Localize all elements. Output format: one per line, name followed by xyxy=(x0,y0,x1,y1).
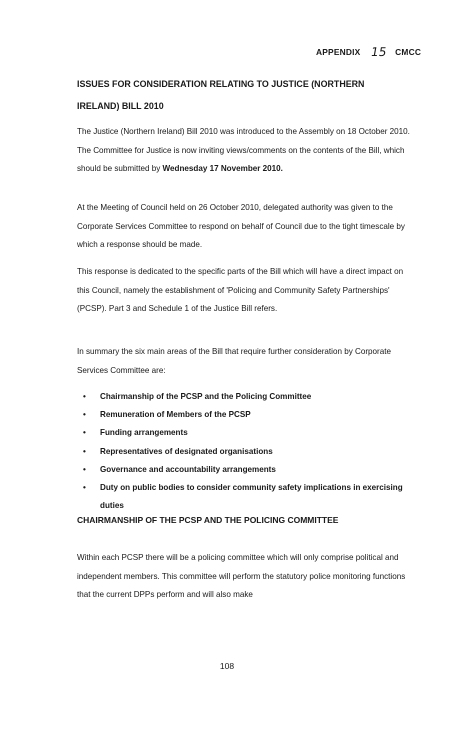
list-item xyxy=(77,479,417,515)
bullet-icon: • xyxy=(83,464,86,474)
appendix-label: APPENDIX xyxy=(316,47,361,57)
section-heading: CHAIRMANSHIP OF THE PCSP AND THE POLICING COMMITTEE xyxy=(77,515,339,525)
list-item-text: Governance and accountability arrangements xyxy=(100,464,276,474)
paragraph-summary: In summary the six main areas of the Bill that require further consideration by Corporate Services Committee are: xyxy=(77,347,392,375)
submission-deadline: Wednesday 17 November 2010. xyxy=(162,164,283,173)
appendix-header xyxy=(316,44,421,58)
appendix-code: CMCC xyxy=(395,47,422,57)
paragraph-delegated-authority: At the Meeting of Council held on 26 October 2010, delegated authority was given to the Corporate Services Committee to respond on behalf of Council due to the tight timescale by which a response should be made. xyxy=(77,203,405,249)
list-item xyxy=(77,461,417,479)
bullet-icon: • xyxy=(83,410,86,420)
list-item-text: Chairmanship of the PCSP and the Policing Committee xyxy=(100,392,312,401)
bullet-icon: • xyxy=(83,428,86,438)
list-item xyxy=(77,424,417,442)
list-item-text: Duty on public bodies to consider community safety implications in exercising duties xyxy=(100,483,403,511)
list-item-text: Remuneration of Members of the PCSP xyxy=(100,410,251,420)
page-number: 108 xyxy=(219,661,235,671)
bullet-icon: • xyxy=(83,483,86,493)
bullet-icon: • xyxy=(83,446,86,456)
key-areas-list xyxy=(77,388,417,515)
list-item xyxy=(77,406,417,424)
document-title: ISSUES FOR CONSIDERATION RELATING TO JUSTICE (NORTHERN IRELAND) BILL 2010 xyxy=(77,79,365,111)
list-item-text: Representatives of designated organisations xyxy=(100,446,273,456)
list-item xyxy=(77,443,417,461)
list-item-text: Funding arrangements xyxy=(100,428,188,438)
paragraph-policing-committee: Within each PCSP there will be a policing committee which will only comprise political and independent members. This committee will perform the statutory police monitoring functions that the current DPPs perform and will also make xyxy=(77,553,406,599)
paragraph-pcsp-scope: This response is dedicated to the specific parts of the Bill which will have a direct impact on this Council, namely the establishment of 'Policing and Community Safety Partnerships' (PCSP). Part 3 and Schedule 1 of the Justice Bill refers. xyxy=(77,267,404,313)
paragraph-introduction xyxy=(77,123,417,179)
paragraph-introduction-text: The Justice (Northern Ireland) Bill 2010 was introduced to the Assembly on 18 October 2010. The Committee for Justice is now inviting views/comments on the contents of the Bill, which should be submitted by xyxy=(77,127,410,173)
bullet-icon: • xyxy=(83,392,86,401)
list-item xyxy=(77,388,417,406)
appendix-number: 15 xyxy=(369,45,388,59)
